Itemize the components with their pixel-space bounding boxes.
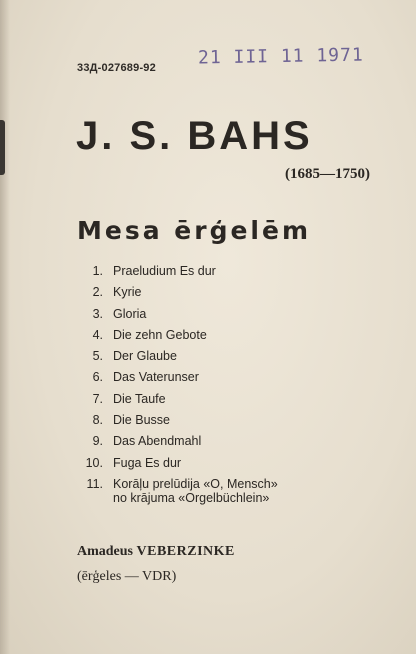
track-title: Die Taufe <box>113 391 166 406</box>
track-number: 3. <box>92 306 103 321</box>
work-title: Mesa ērģelēm <box>77 216 311 245</box>
performer-name <box>77 544 235 560</box>
performer-first-name: Amadeus <box>77 544 134 559</box>
performer-surname: VEBERZINKE <box>136 544 235 559</box>
track-number: 6. <box>92 370 103 385</box>
track-title: Fuga Es dur <box>113 455 182 470</box>
track-item <box>78 328 278 349</box>
track-number: 4. <box>92 327 103 342</box>
track-item <box>78 434 278 455</box>
track-number: 7. <box>92 391 103 406</box>
track-number: 8. <box>92 413 103 428</box>
track-item <box>78 264 278 285</box>
catalog-number: 33Д-027689-92 <box>77 62 156 74</box>
track-title: Die Busse <box>113 413 170 428</box>
track-number: 1. <box>92 264 103 278</box>
performer-instrument: (ērģeles — VDR) <box>77 569 177 584</box>
date-stamp: 21 III 11 1971 <box>197 44 364 69</box>
page-left-edge-shadow <box>0 0 10 654</box>
binding-mark <box>0 120 5 175</box>
track-item <box>78 477 278 505</box>
track-item <box>78 285 278 306</box>
track-number: 5. <box>92 349 103 364</box>
track-item <box>78 392 278 413</box>
track-number: 11. <box>86 476 103 491</box>
track-title: Gloria <box>113 306 147 321</box>
track-item <box>78 307 278 328</box>
track-title: Das Vaterunser <box>113 370 199 385</box>
track-title-multiline <box>113 477 278 505</box>
track-title: Praeludium Es dur <box>113 264 216 278</box>
track-item <box>78 349 278 370</box>
track-list <box>78 264 278 505</box>
composer-name: J. S. BAHS <box>76 114 313 158</box>
track-title: Das Abendmahl <box>113 434 202 449</box>
track-number: 2. <box>92 285 103 300</box>
track-title: Kyrie <box>113 285 142 300</box>
track-number: 10. <box>85 455 103 470</box>
track-title-line2: no krājuma «Orgelbüchlein» <box>113 490 270 505</box>
track-title-line1: Korāļu prelūdija «O, Mensch» <box>113 476 278 491</box>
track-item <box>78 370 278 391</box>
track-title: Der Glaube <box>113 349 177 364</box>
composer-years: (1685—1750) <box>285 166 370 182</box>
track-title: Die zehn Gebote <box>113 327 207 342</box>
track-number: 9. <box>92 434 103 449</box>
track-item <box>78 413 278 434</box>
track-item <box>78 456 278 477</box>
